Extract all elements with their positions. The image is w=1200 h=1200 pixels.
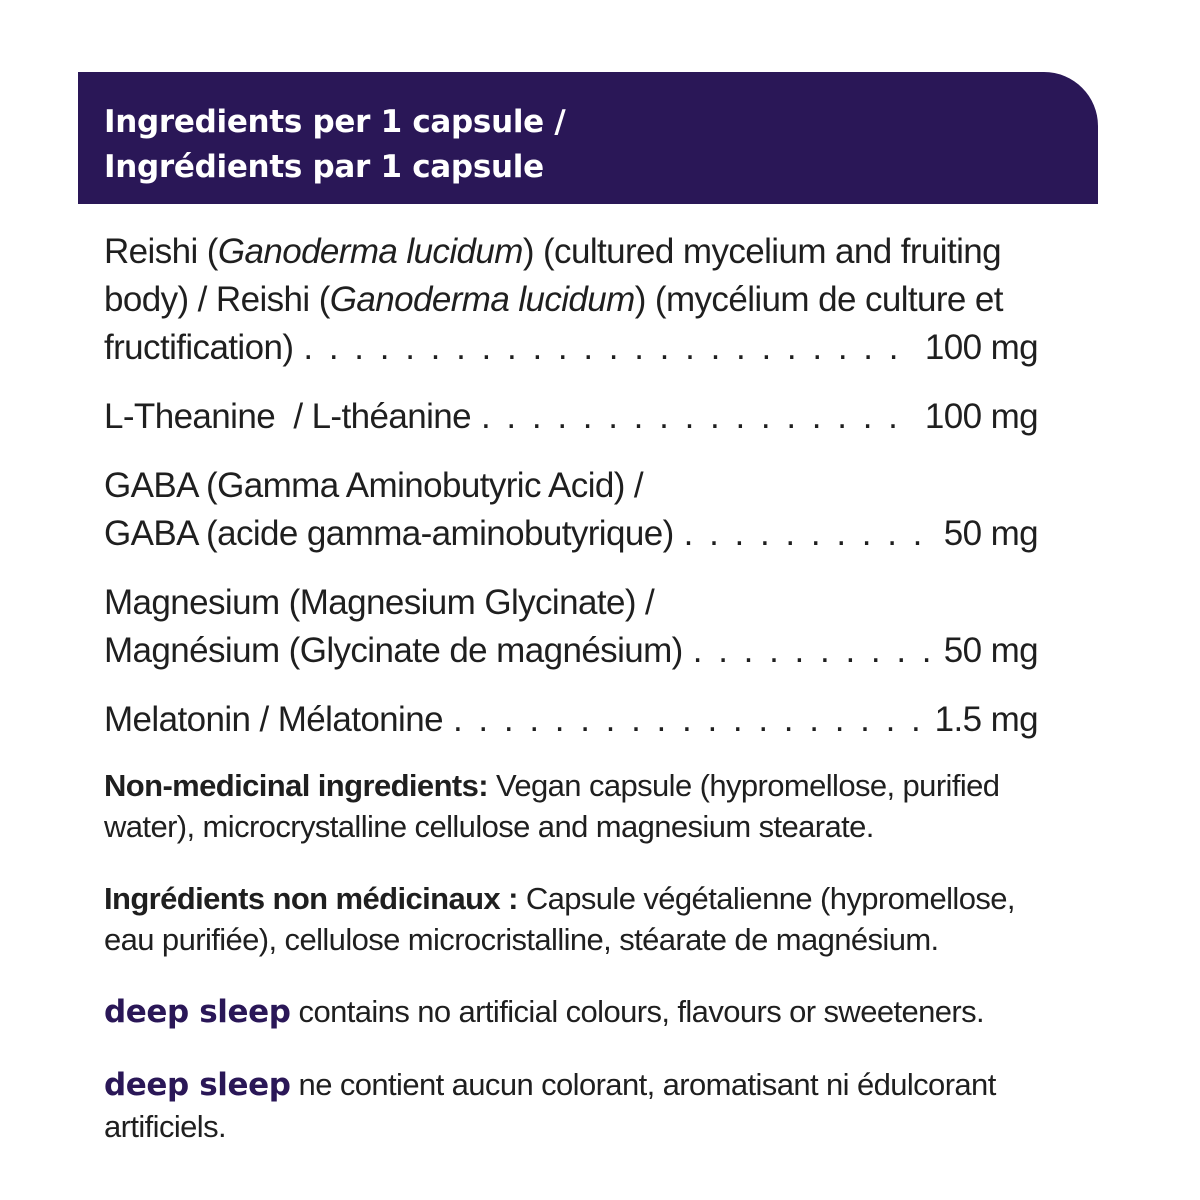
non-medicinal-text-fr: Capsule végétalienne (hypromellose, eau purifiée), cellulose microcristalline, stéarate de magnésium. <box>104 881 1015 957</box>
ingredient-magnesium <box>104 579 1038 675</box>
leader-dots <box>693 627 934 675</box>
brand-name: deep sleep <box>104 1067 291 1103</box>
ingredient-amount: 1.5 mg <box>934 700 1038 739</box>
ingredient-name: Melatonin / Mélatonine <box>104 700 443 739</box>
ingredient-line: Magnesium (Magnesium Glycinate) / <box>104 583 655 622</box>
non-medicinal-ingredients-fr <box>104 878 1038 960</box>
ingredient-name: fructification) <box>104 328 294 367</box>
header-title-en: Ingredients per 1 capsule / <box>104 104 566 140</box>
ingredient-amount-line <box>104 696 1038 744</box>
non-medicinal-label-fr: Ingrédients non médicinaux : <box>104 881 518 916</box>
ingredients-header <box>78 72 1098 204</box>
non-medicinal-ingredients-en <box>104 765 1038 847</box>
leader-dots <box>303 324 914 372</box>
ingredients-body <box>78 204 1038 1147</box>
claim-text-en: contains no artificial colours, flavours or sweeteners. <box>290 994 985 1029</box>
ingredient-amount: 50 mg <box>943 514 1038 553</box>
ingredient-amount: 100 mg <box>924 397 1038 436</box>
ingredient-line: body) / Reishi (Ganoderma lucidum) (mycélium de culture et <box>104 280 1003 319</box>
ingredient-amount-line <box>104 627 1038 675</box>
ingredient-name: GABA (acide gamma-aminobutyrique) <box>104 514 674 553</box>
ingredient-gaba <box>104 462 1038 558</box>
ingredient-amount-line <box>104 510 1038 558</box>
leader-dots <box>453 696 925 744</box>
ingredient-amount: 50 mg <box>943 631 1038 670</box>
ingredient-melatonin <box>104 696 1038 744</box>
ingredient-line: Reishi (Ganoderma lucidum) (cultured mycelium and fruiting <box>104 232 1001 271</box>
ingredient-line: GABA (Gamma Aminobutyric Acid) / <box>104 466 644 505</box>
claim-text-fr: ne contient aucun colorant, aromatisant ni édulcorant artificiels. <box>104 1067 996 1144</box>
claim-en <box>104 991 1038 1033</box>
leader-dots <box>684 510 934 558</box>
ingredient-amount-line <box>104 393 1038 441</box>
non-medicinal-text-en: Vegan capsule (hypromellose, purified water), microcrystalline cellulose and magnesium stearate. <box>104 768 1000 844</box>
ingredient-reishi <box>104 228 1038 372</box>
header-title-fr: Ingrédients par 1 capsule <box>104 149 544 185</box>
supplement-facts-panel <box>78 72 1098 1164</box>
ingredient-l-theanine <box>104 393 1038 441</box>
brand-name: deep sleep <box>104 994 291 1030</box>
ingredient-amount-line <box>104 324 1038 372</box>
non-medicinal-label-en: Non-medicinal ingredients: <box>104 768 488 803</box>
ingredient-amount: 100 mg <box>924 328 1038 367</box>
leader-dots <box>481 393 915 441</box>
claim-fr <box>104 1064 1038 1147</box>
ingredient-name: L-Theanine / L-théanine <box>104 397 471 436</box>
ingredient-name: Magnésium (Glycinate de magnésium) <box>104 631 683 670</box>
